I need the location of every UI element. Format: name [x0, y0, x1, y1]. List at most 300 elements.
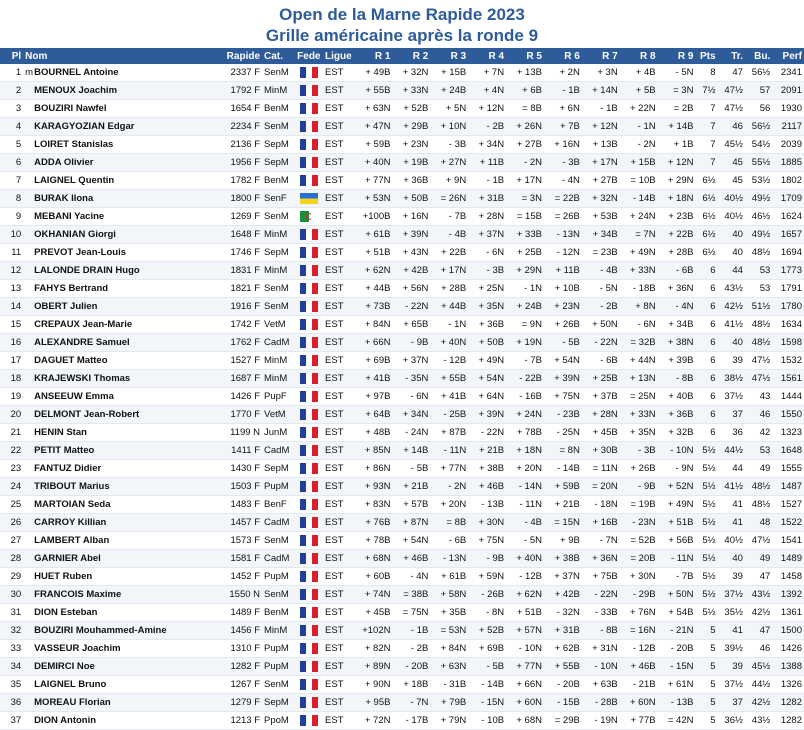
table-row[interactable] [0, 244, 804, 262]
tiebreak-tr-cell: 47 [718, 64, 745, 82]
rating-cell: 1269 F [217, 208, 262, 226]
round-result-cell: + 5N [430, 100, 468, 118]
round-result-cell: + 13N [620, 370, 658, 388]
federation-cell [295, 604, 323, 622]
round-result-cell: + 23N [392, 136, 430, 154]
table-row[interactable] [0, 262, 804, 280]
player-name[interactable]: BOURNEL Antoine [34, 67, 119, 78]
table-row[interactable] [0, 208, 804, 226]
category-cell: SenM [262, 532, 295, 550]
performance-cell: 1527 [772, 496, 804, 514]
column-header[interactable]: R 6 [544, 48, 582, 64]
column-header[interactable]: Pts [695, 48, 717, 64]
column-header[interactable]: R 7 [582, 48, 620, 64]
tiebreak-tr-cell: 40½ [718, 532, 745, 550]
round-result-cell: + 4B [620, 64, 658, 82]
league-cell: EST [323, 568, 355, 586]
table-row[interactable] [0, 496, 804, 514]
table-row[interactable] [0, 100, 804, 118]
round-result-cell: = 7N [620, 226, 658, 244]
column-header[interactable]: Perf [772, 48, 804, 64]
player-name[interactable]: LAMBERT Alban [34, 535, 110, 546]
table-row[interactable] [0, 514, 804, 532]
round-result-cell: + 17N [506, 172, 544, 190]
player-name[interactable]: BOUZIRI Nawfel [34, 103, 107, 114]
tiebreak-bu-cell: 46½ [745, 208, 772, 226]
tiebreak-tr-cell: 41½ [718, 478, 745, 496]
rating-cell: 1282 F [217, 658, 262, 676]
flag-icon [300, 481, 318, 492]
round-result-cell: - 25B [430, 406, 468, 424]
round-result-cell: + 54N [468, 370, 506, 388]
player-name[interactable]: FRANCOIS Maxime [34, 589, 122, 600]
round-result-cell: - 6N [468, 244, 506, 262]
league-cell: EST [323, 442, 355, 460]
table-row[interactable] [0, 622, 804, 640]
round-result-cell: - 6B [430, 532, 468, 550]
player-name[interactable]: OBERT Julien [34, 301, 98, 312]
round-result-cell: + 39B [658, 352, 696, 370]
table-row[interactable] [0, 370, 804, 388]
round-result-cell: - 5N [506, 532, 544, 550]
round-result-cell: = 15B [506, 208, 544, 226]
column-header[interactable]: Fede [295, 48, 323, 64]
points-cell: 5½ [695, 532, 717, 550]
round-result-cell: + 28N [468, 208, 506, 226]
player-name[interactable]: DION Antonin [34, 715, 97, 726]
points-cell: 6 [695, 352, 717, 370]
category-cell: SepM [262, 244, 295, 262]
round-result-cell: - 10N [506, 640, 544, 658]
league-cell: EST [323, 82, 355, 100]
player-name-cell [23, 640, 217, 658]
player-name[interactable]: BOUZIRI Mouhammed-Amine [34, 625, 167, 636]
federation-cell [295, 640, 323, 658]
federation-cell [295, 100, 323, 118]
table-body [0, 64, 804, 730]
rating-cell: 1687 F [217, 370, 262, 388]
column-header[interactable]: R 5 [506, 48, 544, 64]
tiebreak-tr-cell: 40½ [718, 190, 745, 208]
round-result-cell: - 2N [620, 136, 658, 154]
category-cell: BenM [262, 604, 295, 622]
column-header[interactable]: R 1 [355, 48, 393, 64]
round-result-cell: + 52N [658, 478, 696, 496]
round-result-cell: + 18N [658, 190, 696, 208]
points-cell: 6½ [695, 226, 717, 244]
round-result-cell: - 4B [506, 514, 544, 532]
player-name[interactable]: DELMONT Jean-Robert [34, 409, 140, 420]
round-result-cell: - 4N [392, 568, 430, 586]
player-name-cell [23, 568, 217, 586]
round-result-cell: + 68N [506, 712, 544, 730]
category-cell: SepM [262, 694, 295, 712]
round-result-cell: - 10N [658, 442, 696, 460]
rating-cell: 1831 F [217, 262, 262, 280]
table-row[interactable] [0, 136, 804, 154]
table-row[interactable] [0, 226, 804, 244]
table-row[interactable] [0, 82, 804, 100]
tiebreak-tr-cell: 47½ [718, 100, 745, 118]
player-name-cell [23, 460, 217, 478]
performance-cell: 1532 [772, 352, 804, 370]
round-result-cell: + 47N [355, 118, 393, 136]
table-row[interactable] [0, 550, 804, 568]
round-result-cell: + 16N [392, 208, 430, 226]
player-name[interactable]: FAHYS Bertrand [34, 283, 109, 294]
tiebreak-bu-cell: 46 [745, 640, 772, 658]
round-result-cell: + 19N [506, 334, 544, 352]
league-cell: EST [323, 406, 355, 424]
tiebreak-bu-cell: 49 [745, 550, 772, 568]
performance-cell: 2091 [772, 82, 804, 100]
player-name[interactable]: DION Esteban [34, 607, 98, 618]
player-name[interactable]: BURAK Ilona [34, 193, 94, 204]
points-cell: 5 [695, 658, 717, 676]
player-name[interactable]: MARTOIAN Seda [34, 499, 111, 510]
column-header[interactable]: Nom [23, 48, 217, 64]
place-cell: 22 [0, 442, 23, 460]
table-row[interactable] [0, 460, 804, 478]
tiebreak-bu-cell: 53 [745, 442, 772, 460]
table-row[interactable] [0, 712, 804, 730]
performance-cell: 1930 [772, 100, 804, 118]
table-row[interactable] [0, 172, 804, 190]
player-name[interactable]: LALONDE DRAIN Hugo [34, 265, 140, 276]
round-result-cell: - 7N [582, 532, 620, 550]
league-cell: EST [323, 586, 355, 604]
category-cell: MinM [262, 82, 295, 100]
player-name[interactable]: VASSEUR Joachim [34, 643, 121, 654]
place-cell: 14 [0, 298, 23, 316]
place-cell: 4 [0, 118, 23, 136]
tiebreak-bu-cell: 42 [745, 424, 772, 442]
round-result-cell: = 38B [392, 586, 430, 604]
tiebreak-bu-cell: 51½ [745, 298, 772, 316]
place-cell: 36 [0, 694, 23, 712]
round-result-cell: - 32N [544, 604, 582, 622]
round-result-cell: - 6N [392, 388, 430, 406]
performance-cell: 1791 [772, 280, 804, 298]
player-name[interactable]: HENIN Stan [34, 427, 87, 438]
category-cell: SenM [262, 298, 295, 316]
tiebreak-bu-cell: 46 [745, 406, 772, 424]
column-header[interactable]: R 8 [620, 48, 658, 64]
table-row[interactable] [0, 316, 804, 334]
round-result-cell: = 16N [620, 622, 658, 640]
player-name[interactable]: KARAGYOZIAN Edgar [34, 121, 135, 132]
player-name[interactable]: KRAJEWSKI Thomas [34, 373, 131, 384]
table-row[interactable] [0, 280, 804, 298]
round-result-cell: + 44B [430, 298, 468, 316]
performance-cell: 1500 [772, 622, 804, 640]
round-result-cell: - 23N [620, 514, 658, 532]
rating-cell: 1770 F [217, 406, 262, 424]
round-result-cell: + 84N [430, 640, 468, 658]
round-result-cell: - 15B [544, 694, 582, 712]
column-header[interactable]: Rapide [217, 48, 262, 64]
round-result-cell: - 12N [544, 244, 582, 262]
round-result-cell: + 18B [392, 676, 430, 694]
column-header[interactable]: R 9 [658, 48, 696, 64]
tiebreak-tr-cell: 40 [718, 334, 745, 352]
place-cell: 13 [0, 280, 23, 298]
column-header[interactable]: Pl [0, 48, 23, 64]
player-name[interactable]: OKHANIAN Giorgi [34, 229, 116, 240]
player-name[interactable]: LAIGNEL Bruno [34, 679, 107, 690]
performance-cell: 1323 [772, 424, 804, 442]
performance-cell: 1657 [772, 226, 804, 244]
column-header[interactable]: Bu. [745, 48, 772, 64]
round-result-cell: - 3B [430, 136, 468, 154]
place-cell: 33 [0, 640, 23, 658]
round-result-cell: - 3B [468, 262, 506, 280]
table-row[interactable] [0, 298, 804, 316]
tiebreak-tr-cell: 40 [718, 226, 745, 244]
round-result-cell: + 35B [430, 604, 468, 622]
performance-cell: 1282 [772, 694, 804, 712]
table-row[interactable] [0, 406, 804, 424]
federation-cell [295, 478, 323, 496]
table-row[interactable] [0, 676, 804, 694]
round-result-cell: = 53N [430, 622, 468, 640]
player-name-cell [23, 370, 217, 388]
rating-cell: 1581 F [217, 550, 262, 568]
player-name[interactable]: TRIBOUT Marius [34, 481, 110, 492]
league-cell: EST [323, 316, 355, 334]
round-result-cell: = 3N [506, 190, 544, 208]
tiebreak-bu-cell: 56½ [745, 118, 772, 136]
player-name[interactable]: GARNIER Abel [34, 553, 101, 564]
round-result-cell: + 51B [355, 244, 393, 262]
category-cell: SenM [262, 208, 295, 226]
league-cell: EST [323, 352, 355, 370]
performance-cell: 1489 [772, 550, 804, 568]
player-name[interactable]: FANTUZ Didier [34, 463, 102, 474]
flag-icon [300, 193, 318, 204]
column-header[interactable]: Tr. [718, 48, 745, 64]
tiebreak-tr-cell: 45½ [718, 136, 745, 154]
federation-cell [295, 370, 323, 388]
round-result-cell: + 61N [658, 676, 696, 694]
federation-cell [295, 316, 323, 334]
round-result-cell: - 2N [430, 478, 468, 496]
round-result-cell: + 48B [355, 424, 393, 442]
round-result-cell: + 11B [544, 262, 582, 280]
table-row[interactable] [0, 640, 804, 658]
table-row[interactable] [0, 190, 804, 208]
table-row[interactable] [0, 586, 804, 604]
round-result-cell: = 20N [582, 478, 620, 496]
round-result-cell: + 16B [582, 514, 620, 532]
round-result-cell: - 13B [468, 496, 506, 514]
rating-cell: 2337 F [217, 64, 262, 82]
federation-cell [295, 136, 323, 154]
player-name[interactable]: MENOUX Joachim [34, 85, 118, 96]
round-result-cell: = 26N [430, 190, 468, 208]
rating-cell: 2136 F [217, 136, 262, 154]
round-result-cell: - 7N [392, 694, 430, 712]
round-result-cell: + 7B [544, 118, 582, 136]
round-result-cell: + 20N [506, 460, 544, 478]
round-result-cell: + 28B [430, 280, 468, 298]
round-result-cell: + 38B [544, 550, 582, 568]
round-result-cell: + 97B [355, 388, 393, 406]
round-result-cell: + 21B [544, 496, 582, 514]
performance-cell: 1709 [772, 190, 804, 208]
category-cell: VetM [262, 316, 295, 334]
round-result-cell: + 55B [355, 82, 393, 100]
player-name-cell [23, 658, 217, 676]
points-cell: 6½ [695, 244, 717, 262]
table-row[interactable] [0, 658, 804, 676]
table-row[interactable] [0, 334, 804, 352]
round-result-cell: - 9B [392, 334, 430, 352]
points-cell: 6½ [695, 190, 717, 208]
federation-cell [295, 64, 323, 82]
table-row[interactable] [0, 532, 804, 550]
round-result-cell: + 54N [392, 532, 430, 550]
rating-cell: 1916 F [217, 298, 262, 316]
table-row[interactable] [0, 442, 804, 460]
round-result-cell: - 1N [620, 118, 658, 136]
column-header[interactable]: R 4 [468, 48, 506, 64]
federation-cell [295, 442, 323, 460]
round-result-cell: + 69B [468, 640, 506, 658]
rating-cell: 1573 F [217, 532, 262, 550]
player-name[interactable]: HUET Ruben [34, 571, 93, 582]
round-result-cell: - 22N [392, 298, 430, 316]
round-result-cell: + 32B [658, 424, 696, 442]
flag-icon [300, 463, 318, 474]
column-header[interactable]: Cat. [262, 48, 295, 64]
category-cell: PupM [262, 478, 295, 496]
player-name[interactable]: PETIT Matteo [34, 445, 95, 456]
table-row[interactable] [0, 64, 804, 82]
round-result-cell: = 10B [620, 172, 658, 190]
tiebreak-bu-cell: 48½ [745, 316, 772, 334]
player-name[interactable]: CARROY Killian [34, 517, 107, 528]
player-name[interactable]: CREPAUX Jean-Marie [34, 319, 133, 330]
column-header[interactable]: Ligue [323, 48, 355, 64]
performance-cell: 1361 [772, 604, 804, 622]
table-row[interactable] [0, 154, 804, 172]
round-result-cell: + 86N [355, 460, 393, 478]
place-cell: 7 [0, 172, 23, 190]
round-result-cell: + 63N [355, 100, 393, 118]
tiebreak-tr-cell: 46 [718, 118, 745, 136]
round-result-cell: + 19B [392, 154, 430, 172]
player-name[interactable]: ADDA Olivier [34, 157, 94, 168]
column-header[interactable]: R 3 [430, 48, 468, 64]
table-row[interactable] [0, 388, 804, 406]
league-cell: EST [323, 100, 355, 118]
round-result-cell: - 17B [392, 712, 430, 730]
player-name[interactable]: LAIGNEL Quentin [34, 175, 115, 186]
round-result-cell: + 49B [355, 64, 393, 82]
player-name[interactable]: PREVOT Jean-Louis [34, 247, 126, 258]
player-name-cell [23, 208, 217, 226]
round-result-cell: - 7B [658, 568, 696, 586]
player-name[interactable]: DAGUET Matteo [34, 355, 108, 366]
player-name[interactable]: MEBANI Yacine [34, 211, 105, 222]
round-result-cell: - 28B [582, 694, 620, 712]
rating-cell: 1430 F [217, 460, 262, 478]
flag-icon [300, 247, 318, 258]
table-row[interactable] [0, 604, 804, 622]
table-row[interactable] [0, 424, 804, 442]
points-cell: 6½ [695, 208, 717, 226]
round-result-cell: - 11N [430, 442, 468, 460]
player-name[interactable]: ANSEEUW Emma [34, 391, 114, 402]
round-result-cell: + 12N [658, 154, 696, 172]
round-result-cell: + 79B [430, 694, 468, 712]
column-header[interactable]: R 2 [392, 48, 430, 64]
round-result-cell: + 13B [506, 64, 544, 82]
league-cell: EST [323, 712, 355, 730]
table-row[interactable] [0, 694, 804, 712]
rating-cell: 1792 F [217, 82, 262, 100]
league-cell: EST [323, 388, 355, 406]
place-cell: 32 [0, 622, 23, 640]
round-result-cell: + 23N [544, 298, 582, 316]
flag-icon [300, 697, 318, 708]
performance-cell: 1773 [772, 262, 804, 280]
round-result-cell: + 5B [620, 82, 658, 100]
performance-cell: 1555 [772, 460, 804, 478]
table-row[interactable] [0, 352, 804, 370]
player-name-cell [23, 100, 217, 118]
table-row[interactable] [0, 118, 804, 136]
player-name[interactable]: MOREAU Florian [34, 697, 111, 708]
round-result-cell: + 30N [468, 514, 506, 532]
points-cell: 5½ [695, 442, 717, 460]
round-result-cell: + 49N [468, 352, 506, 370]
place-cell: 24 [0, 478, 23, 496]
round-result-cell: - 15N [658, 658, 696, 676]
tiebreak-bu-cell: 47½ [745, 370, 772, 388]
round-result-cell: + 27N [430, 154, 468, 172]
round-result-cell: + 17N [582, 154, 620, 172]
table-row[interactable] [0, 568, 804, 586]
round-result-cell: - 22N [582, 334, 620, 352]
round-result-cell: + 16N [544, 136, 582, 154]
round-result-cell: + 31B [544, 622, 582, 640]
player-name[interactable]: DEMIRCI Noe [34, 661, 95, 672]
place-cell: 30 [0, 586, 23, 604]
tiebreak-bu-cell: 49½ [745, 190, 772, 208]
table-row[interactable] [0, 478, 804, 496]
round-result-cell: - 2B [392, 640, 430, 658]
federation-cell [295, 532, 323, 550]
player-name[interactable]: LOIRET Stanislas [34, 139, 114, 150]
round-result-cell: + 22B [430, 244, 468, 262]
round-result-cell: + 36B [392, 172, 430, 190]
round-result-cell: = 22B [544, 190, 582, 208]
player-name[interactable]: ALEXANDRE Samuel [34, 337, 130, 348]
points-cell: 6 [695, 406, 717, 424]
round-result-cell: - 5B [392, 460, 430, 478]
tiebreak-tr-cell: 37 [718, 406, 745, 424]
round-result-cell: + 59N [468, 568, 506, 586]
round-result-cell: + 38B [468, 460, 506, 478]
flag-icon [300, 589, 318, 600]
federation-cell [295, 460, 323, 478]
round-result-cell: - 22N [582, 586, 620, 604]
round-result-cell: - 31B [430, 676, 468, 694]
flag-icon [300, 445, 318, 456]
league-cell: EST [323, 118, 355, 136]
